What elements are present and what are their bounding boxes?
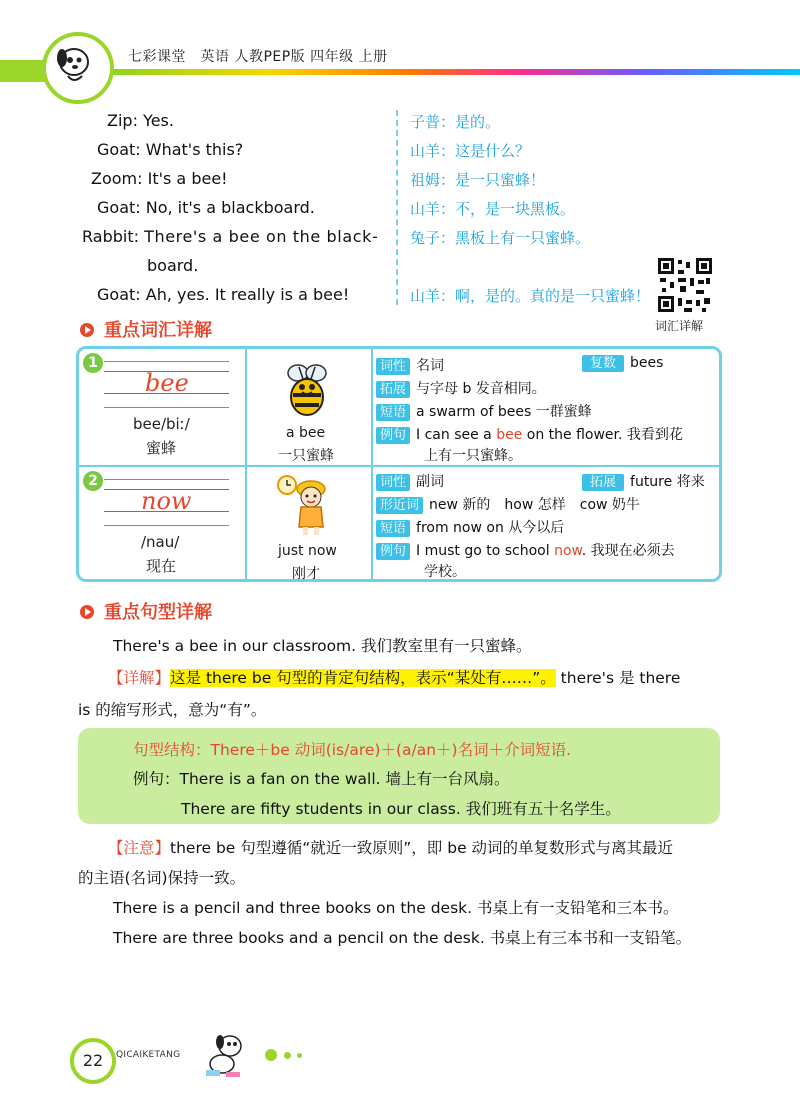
example-post: on the flower. 我看到花 <box>522 427 683 443</box>
key-sentence: There's a bee in our classroom. 我们教室里有一只蜜蜂。 <box>113 637 532 655</box>
extra-value: future 将来 <box>630 474 705 490</box>
vocab-pos <box>376 471 444 491</box>
vocab-meaning: 蜜蜂 <box>146 439 177 457</box>
vocab-example-line2: 上有一只蜜蜂。 <box>424 448 522 464</box>
example-keyword: now <box>554 543 582 559</box>
note-label: 【注意】 <box>108 839 171 857</box>
vocab-phonetic: /nau/ <box>141 533 180 551</box>
detail-explanation <box>108 666 680 688</box>
picture-caption-en: just now <box>278 543 337 559</box>
example-pre: I can see a <box>416 427 497 443</box>
vocab-heading-text: 重点词汇详解 <box>104 320 212 341</box>
qr-code[interactable] <box>656 256 714 314</box>
vocab-example <box>376 540 675 560</box>
dialogue-cn-6: 山羊：啊，是的。真的是一只蜜蜂！ <box>410 287 651 305</box>
dialogue-cn-1: 子普：是的。 <box>410 113 501 131</box>
mascot-logo <box>42 32 114 104</box>
dialogue-cn-2: 山羊：这是什么？ <box>410 142 531 160</box>
note-explanation <box>108 836 673 858</box>
girl-with-clock-icon <box>275 473 339 537</box>
bee-icon <box>276 359 338 421</box>
similar-value: new 新的 how 怎样 cow 奶牛 <box>429 497 640 513</box>
vocab-meaning: 现在 <box>146 557 177 575</box>
tag-extension: 拓展 <box>376 381 410 398</box>
line-text: There's a bee on the black- <box>144 227 379 246</box>
play-bullet-icon <box>80 605 94 619</box>
note-example-1: There is a pencil and three books on the desk. 书桌上有一支铅笔和三本书。 <box>113 899 679 917</box>
writing-line <box>104 525 229 526</box>
vocab-section-heading <box>80 316 212 342</box>
vocab-number-badge: 1 <box>83 353 103 373</box>
phrase-value: from now on 从今以后 <box>416 520 565 536</box>
speaker: Rabbit: <box>82 227 139 246</box>
dialogue-cn-4: 山羊：不，是一块黑板。 <box>410 200 576 218</box>
speaker: Goat: <box>97 140 141 159</box>
dialogue-line-1 <box>107 111 174 130</box>
vocab-extension <box>376 378 546 398</box>
speaker: Goat: <box>97 198 141 217</box>
tag-pos: 词性 <box>376 358 410 375</box>
header-title: 七彩课堂 英语 人教PEP版 四年级 上册 <box>128 49 388 65</box>
tag-plural: 复数 <box>582 355 624 372</box>
table-divider <box>79 465 719 467</box>
pos-value: 副词 <box>416 474 445 490</box>
vocab-example-line2: 学校。 <box>424 564 466 580</box>
vocab-phonetic: bee/biː/ <box>133 415 190 433</box>
vocab-number-badge: 2 <box>83 471 103 491</box>
vocab-word: bee <box>145 369 189 397</box>
tag-phrase: 短语 <box>376 404 410 421</box>
dialogue-line-5-cont: board. <box>147 256 199 275</box>
footer-dot <box>265 1049 277 1061</box>
qr-caption: 词汇详解 <box>655 319 704 333</box>
header-rainbow-stripe <box>90 69 800 75</box>
vocab-extra <box>582 355 663 372</box>
sentence-section-heading <box>80 598 212 624</box>
example-keyword: bee <box>496 427 523 443</box>
tag-extension: 拓展 <box>582 474 624 491</box>
note-example-2: There are three books and a pencil on the desk. 书桌上有三本书和一支铅笔。 <box>113 929 692 947</box>
example-pre: I must go to school <box>416 543 555 559</box>
page-number: 22 <box>70 1038 116 1084</box>
vocab-similar-words <box>376 494 640 514</box>
detail-label: 【详解】 <box>108 669 171 687</box>
speaker: Zip: <box>107 111 138 130</box>
structure-formula: 句型结构：There＋be 动词(is/are)＋(a/an＋)名词＋介词短语. <box>133 741 572 759</box>
sentence-heading-text: 重点句型详解 <box>104 602 212 623</box>
writing-line <box>104 479 229 480</box>
dog-mascot-icon <box>200 1030 252 1080</box>
extra-value: bees <box>630 355 664 371</box>
dialogue-line-3 <box>91 169 228 188</box>
tag-pos: 词性 <box>376 474 410 491</box>
picture-caption-cn: 刚才 <box>292 566 320 582</box>
speaker: Zoom: <box>91 169 143 188</box>
picture-caption-en: a bee <box>286 425 326 441</box>
vocab-table <box>76 346 722 582</box>
table-divider <box>371 349 373 579</box>
vocab-extra <box>582 471 705 491</box>
vocab-phrase <box>376 401 592 421</box>
speaker: Goat: <box>97 285 141 304</box>
note-explanation-line2: 的主语(名词)保持一致。 <box>78 869 246 887</box>
dialogue-line-4 <box>97 198 315 217</box>
line-text: It's a bee! <box>147 169 228 188</box>
line-text: What's this? <box>145 140 244 159</box>
dog-mascot-icon <box>46 36 102 92</box>
vocab-example <box>376 424 683 444</box>
note-text: there be 句型遵循“就近一致原则”，即 be 动词的单复数形式与离其最近 <box>170 839 674 857</box>
example-label: 例句： <box>133 770 180 788</box>
pos-value: 名词 <box>416 358 445 374</box>
writing-line <box>104 407 229 408</box>
footer-dot <box>297 1053 302 1058</box>
tag-similar: 形近词 <box>376 497 423 514</box>
dialogue-divider <box>396 110 398 305</box>
dialogue-cn-5: 兔子：黑板上有一只蜜蜂。 <box>410 229 591 247</box>
tag-example: 例句 <box>376 427 410 444</box>
play-bullet-icon <box>80 323 94 337</box>
extension-value: 与字母 b 发音相同。 <box>416 381 546 397</box>
line-text: Yes. <box>143 111 174 130</box>
detail-rest: there's 是 there <box>555 669 681 687</box>
tag-example: 例句 <box>376 543 410 560</box>
structure-example-2: There are fifty students in our class. 我们班有五十名学生。 <box>181 800 621 818</box>
example-post: . 我现在必须去 <box>581 543 675 559</box>
footer-brand: QICAIKETANG <box>116 1050 181 1060</box>
dialogue-line-6 <box>97 285 349 304</box>
dialogue-line-2 <box>97 140 243 159</box>
detail-explanation-line2: is 的缩写形式，意为“有”。 <box>78 701 267 719</box>
dialogue-cn-3: 祖姆：是一只蜜蜂！ <box>410 171 546 189</box>
table-divider <box>245 349 247 579</box>
example-text: There is a fan on the wall. 墙上有一台风扇。 <box>179 770 510 788</box>
vocab-word: now <box>141 487 192 515</box>
page-header <box>0 38 800 78</box>
phrase-value: a swarm of bees 一群蜜蜂 <box>416 404 592 420</box>
structure-example-1 <box>133 767 510 789</box>
qr-code-icon <box>656 256 714 314</box>
picture-caption-cn: 一只蜜蜂 <box>278 448 334 464</box>
line-text: Ah, yes. It really is a bee! <box>145 285 350 304</box>
vocab-pos <box>376 355 444 375</box>
dialogue-line-5 <box>82 227 378 246</box>
vocab-phrase <box>376 517 564 537</box>
line-text: No, it's a blackboard. <box>145 198 315 217</box>
writing-line <box>104 361 229 362</box>
footer-dot <box>284 1052 291 1059</box>
detail-highlight: 这是 there be 句型的肯定句结构，表示“某处有……”。 <box>170 669 556 687</box>
tag-phrase: 短语 <box>376 520 410 537</box>
